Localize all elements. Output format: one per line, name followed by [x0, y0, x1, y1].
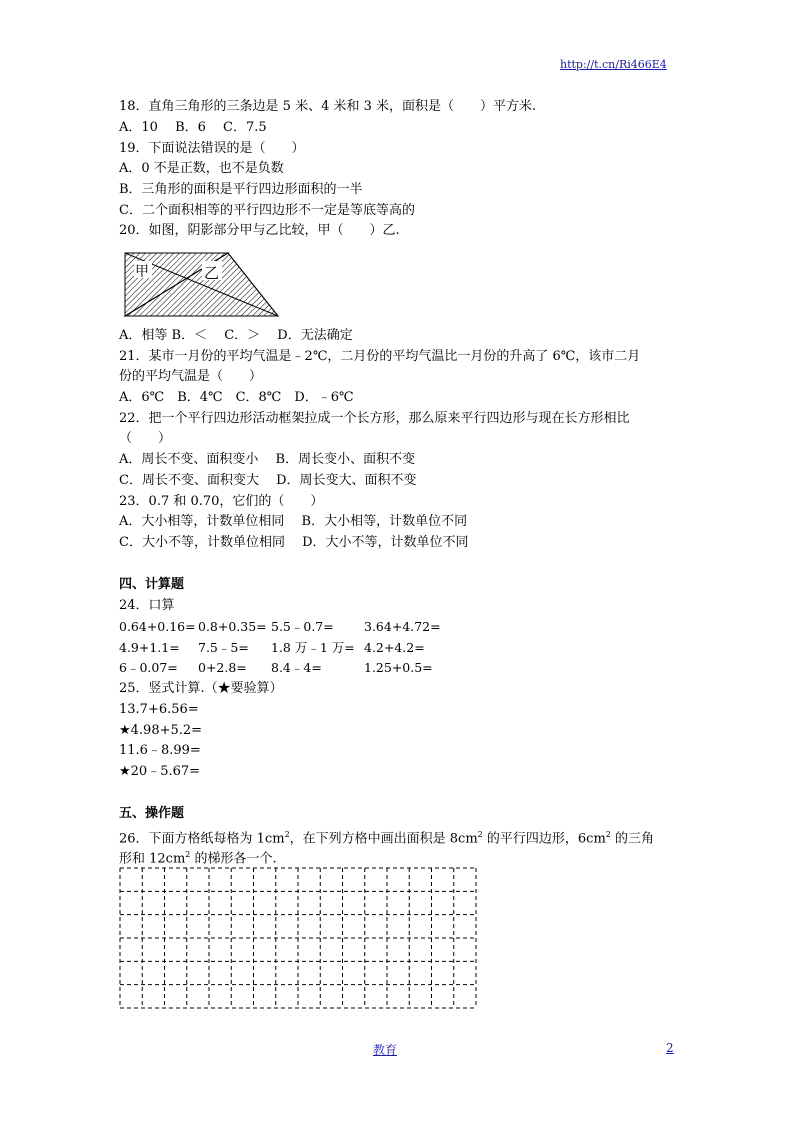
q22-options-cd: C．周长不变、面积变大 D．周长变大、面积不变	[119, 473, 417, 488]
q24-cell: 0+2.8=	[198, 660, 247, 675]
q19-option-b: B．三角形的面积是平行四边形面积的一半	[119, 182, 363, 197]
grid-paper[interactable]	[119, 867, 477, 1009]
q25-item: 13.7+6.56=	[119, 702, 199, 717]
q20-options: A．相等 B．＜ C．＞ D．无法确定	[119, 328, 353, 343]
q24-cell: 8.4﹣4=	[271, 660, 322, 675]
q24-cell: 1.8 万﹣1 万=	[271, 640, 355, 655]
q20-stem: 20．如图，阴影部分甲与乙比较，甲（ ）乙.	[119, 223, 400, 238]
section-5-title: 五、操作题	[119, 806, 185, 821]
q24-cell: 4.2+4.2=	[364, 640, 425, 655]
q24-cell: 7.5﹣5=	[198, 640, 249, 655]
q21-options: A．6℃ B．4℃ C．8℃ D．﹣6℃	[119, 390, 354, 405]
q24-cell: 1.25+0.5=	[364, 660, 433, 675]
q22-options-ab: A．周长不变、面积变小 B．周长变小、面积不变	[119, 452, 416, 467]
q21-stem-line1: 21．某市一月份的平均气温是﹣2℃，二月份的平均气温比一月份的升高了 6℃，该市二月	[119, 349, 641, 364]
q18-options: A．10 B．6 C．7.5	[119, 120, 267, 135]
q24-stem: 24．口算	[119, 598, 175, 613]
q24-cell: 0.64+0.16=	[119, 619, 196, 634]
q24-cell: 3.64+4.72=	[364, 619, 441, 634]
label-jia: 甲	[135, 264, 149, 280]
q24-cell: 5.5﹣0.7=	[271, 619, 334, 634]
q21-stem-line2: 份的平均气温是（ ）	[119, 369, 263, 384]
q24-cell: 0.8+0.35=	[198, 619, 267, 634]
q25-item: ★4.98+5.2=	[119, 723, 203, 738]
q23-options-cd: C．大小不等，计数单位相同 D．大小不等，计数单位不同	[119, 535, 469, 550]
q23-stem: 23．0.7 和 0.70，它们的（ ）	[119, 494, 324, 509]
q18-stem: 18．直角三角形的三条边是 5 米、4 米和 3 米，面积是（ ）平方米.	[119, 99, 537, 114]
q25-item: ★20﹣5.67=	[119, 764, 201, 779]
footer-center-link[interactable]: 教育	[373, 1043, 398, 1057]
q20-figure	[120, 250, 280, 320]
q19-stem: 19．下面说法错误的是（ ）	[119, 141, 305, 156]
label-yi: 乙	[204, 264, 220, 282]
q19-option-a: A．0 不是正数，也不是负数	[119, 161, 284, 176]
q24-cell: 4.9+1.1=	[119, 640, 180, 655]
q25-item: 11.6﹣8.99=	[119, 743, 201, 758]
q25-stem: 25．竖式计算.（★要验算）	[119, 681, 283, 696]
page-number: 2	[666, 1041, 674, 1055]
q22-stem-line1: 22．把一个平行四边形活动框架拉成一个长方形，那么原来平行四边形与现在长方形相比	[119, 411, 630, 426]
header-link[interactable]: http://t.cn/Ri466E4	[560, 58, 667, 71]
section-4-title: 四、计算题	[119, 577, 185, 592]
q24-cell: 6﹣0.07=	[119, 660, 178, 675]
q26-stem-line1: 26．下面方格纸每格为 $1cm^2$，在下列方格中画出面积是 $8cm^2$ 的平行四边形，$6cm^2$ 的三角	[119, 830, 655, 847]
q22-stem-line2: （ ）	[119, 431, 172, 446]
q23-options-ab: A．大小相等，计数单位相同 B．大小相等，计数单位不同	[119, 514, 468, 529]
q26-stem-line2: 形和 $12cm^2$ 的梯形各一个.	[119, 850, 277, 867]
q19-option-c: C．二个面积相等的平行四边形不一定是等底等高的	[119, 203, 415, 218]
